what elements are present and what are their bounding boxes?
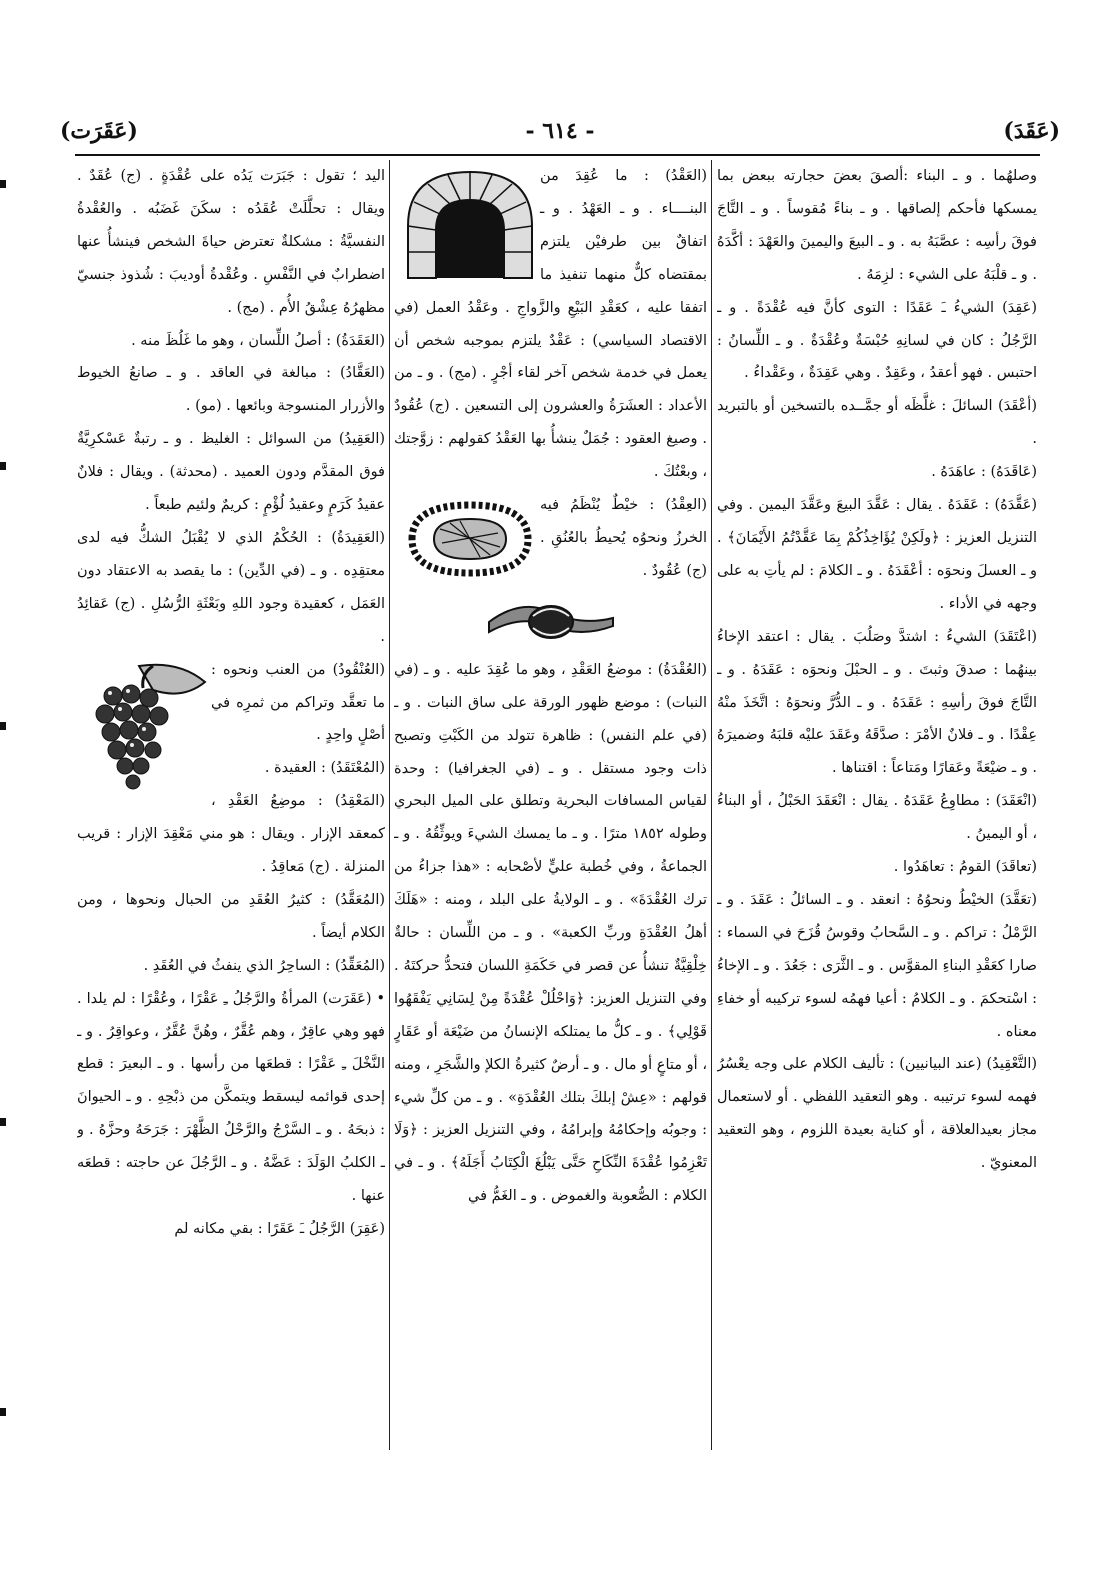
entry-paragraph: (عَقِدَ) الشيءُ ـَ عَقَدًا : التوى كأنَّ فيه عُقْدَةً . و ـ الرَّجُلُ : كان في لسانِهِ حُبْسَةٌ وعُقْدَةٌ . و ـ اللِّسانُ : احتبس . فهو أعقدُ ، وعَقِدٌ . وهي عَقِدَةٌ ، وعَقْداءُ . (717, 299, 1037, 382)
entry-paragraph: (العَقْدُ) : ما عُقِدَ من البنــــاء . و ـ العَهْدُ . و ـ اتفاقٌ بين طرفيْن يلتزم بمقتضاه كلٌّ منهما تنفيذ ما اتفقا عليه ، كعَقْدِ البَيْعِ والزَّواجِ . وعَقْدُ العمل (في الاقتصاد السياسي) : عَقْدٌ يلتزم بموجبه شخص أن يعمل في خدمة شخص آخر لقاء أجْرٍ . (مج) . و ـ من الأعداد : العشَرَةُ والعشرون إلى التسعين . (ج) عُقُودٌ . وصيغ العقود : جُمَلٌ ينشأُ بها العَقْدُ كقولهم : زوَّجتك ، وبعْتُكَ . (394, 168, 707, 481)
entry-paragraph: (المَعْقِدُ) : موضِعُ العَقْدِ ، كمعقد الإزار . ويقال : هو مني مَعْقِدَ الإزار : قريب المنزلة . (ج) مَعاقِدُ . (77, 793, 385, 876)
column-left (77, 160, 385, 1450)
entry-paragraph: (عَقَّدَهُ) : عَقَدَهُ . يقال : عَقَّدَ البيعَ وعَقَّدَ اليمين . وفي التنزيل العزيز : ﴿ولَكِنْ يُؤَاخِذُكُمْ بِمَا عَقَّدْتُمُ الأَيْمَانَ﴾ . و ـ العسلَ ونحوَه : أعْقَدَهُ . و ـ الكلامَ : لم يأتِ به على وجهه في الأداء . (717, 497, 1037, 612)
entry-paragraph: (العُقْدَةُ) : موضعُ العَقْدِ ، وهو ما عُقِدَ عليه . و ـ (في النبات) : موضع ظهور الورقة على ساق النبات . و ـ (في علم النفس) : ظاهرة تتولد من الكَبْتِ وتصبح ذات وجود مستقل . و ـ (في الجغرافيا) : وحدة لقياس المسافات البحرية وتطلق على الميل البحري وطوله ١٨٥٢ مترًا . و ـ ما يمسك الشيءَ ويوثِّقُهُ . و ـ الجماعةُ ، وفي خُطبة عليٍّ لأصْحابه : «هذا جزاءُ من ترك العُقْدَةَ» . و ـ الولايةُ على البلد ، ومنه : «هَلَكَ أهلُ العُقْدَةِ وربِّ الكعبة» . و ـ من اللِّسان : حالةٌ خِلْقِيَّةٌ تنشأُ عن قصر في حَكَمَةِ اللسان فتحدُّ حركتَهُ . وفي التنزيل العزيز: ﴿وَاحْلُلْ عُقْدَةً مِنْ لِسَانِي يَفْقَهُوا قَوْلِي﴾ . و ـ كلُّ ما يمتلكه الإنسانُ من ضَيْعَة أو عَقَارٍ ، أو متاعٍ أو مال . و ـ أرضٌ كثيرةُ الكلإ والشَّجَرِ ، ومنه قولهم : «عِشْ إبلكَ بتلك العُقْدَةِ» . و ـ من كلِّ شيء : وجوبُه وإحكامُهُ وإبرامُهُ ، وفي التنزيل العزيز : ﴿وَلَا تَعْزِمُوا عُقْدَةَ النِّكَاحِ حَتَّى يَبْلُغَ الْكِتَابُ أَجَلَهُ﴾ . و ـ في الكلام : الصُّعوبة والغموض . و ـ الغَمُّ في (394, 661, 707, 1205)
entry-paragraph: (العُنْقُودُ) من العنب ونحوه : ما تعقَّد وتراكم من ثمرِه في أصْلٍ واحِدٍ . (211, 661, 385, 744)
grape-cluster-illustration (83, 660, 211, 796)
entry-paragraph: اليد ؛ تقول : جَبَرَت يَدُه على عُقْدَةٍ . (ج) عُقَدٌ . ويقال : تحلَّلَتْ عُقَدُه : سكَنَ غَضَبُه . والعُقْدةُ النفسيَّةُ : مشكلةٌ تعترض حياةَ الشخص فينشأُ عنها اضطرابٌ في النَّفْسِ . وعُقْدةُ أوديبَ : شُذوذ جنسيّ مظهرُهُ عِشْقُ الأُم . (مج) . (77, 168, 385, 316)
column-divider (711, 160, 712, 1450)
entry-paragraph: (تعَقَّدَ) الخيْطُ ونحوُهُ : انعقد . و ـ السائلُ : عَقَدَ . و ـ الرَّمْلُ : تراكم . و ـ السَّحابُ وقوسُ قُزَحَ في السماء : صارا كعَقْدِ البناءِ المقوَّس . و ـ الثَّرَى : جَعُدَ . و ـ الإخاءُ : اسْتحكمَ . و ـ الكلامُ : أعيا فهمُه لسوء تركيبه أو خفاءِ معناه . (717, 891, 1037, 1040)
entry-paragraph: (انْعَقَدَ) : مطاوِعُ عَقَدَهُ . يقال : انْعَقَدَ الحَبْلُ ، أو البناءُ ، أو اليمينُ . (717, 793, 1037, 843)
header-left-keyword: (عَقَرَت) (60, 118, 138, 144)
scan-edge-mark (0, 1118, 6, 1126)
entry-paragraph: (المُعَقِّدُ) : الساحِرُ الذي ينفثُ في العُقَدِ . (143, 957, 385, 974)
entry-paragraph: (أعْقَدَ) السائلَ : غلَّظَه أو جمَّــده بالتسخين أو بالتبريد . (717, 398, 1037, 448)
page-number: - ٦١٤ - (525, 118, 595, 144)
entry-paragraph: (العَقَّادُ) : مبالغة في العاقد . و ـ صانعُ الخيوط والأزرار المنسوجة وبائعها . (مو) . (77, 365, 385, 415)
column-right (717, 160, 1037, 1450)
scan-edge-mark (0, 1408, 6, 1416)
scan-edge-mark (0, 722, 6, 730)
header-right-keyword: (عَقَدَ) (1003, 118, 1060, 144)
entry-paragraph: (العَقَدَةُ) : أصلُ اللِّسان ، وهو ما غَلُظَ منه . (131, 332, 385, 349)
scan-edge-mark (0, 180, 6, 188)
knot-illustration (481, 592, 621, 652)
entry-paragraph: (عَقِرَ) الرَّجُلُ ـَ عَقَرًا : بقي مكانه لم (174, 1221, 385, 1237)
column-divider (389, 160, 390, 1450)
entry-paragraph: (عَاقَدَهُ) : عاهَدَهُ . (931, 464, 1037, 481)
entry-paragraph: (العِقْدُ) : خيْطٌ يُنْظَمُ فيه الخرزُ ونحوُه يُحيطُ بالعُنُقِ . (ج) عُقُودٌ . (540, 497, 707, 579)
entry-paragraph: (العَقِيدَةُ) : الحُكْمُ الذي لا يُقْبَلُ الشكُّ فيه لدى معتقِدِه . و ـ (في الدِّين) : ما يقصد به الاعتقاد دون العَمَل ، كعقيدة وجود اللهِ وبَعْثَةِ الرُّسُلِ . (ج) عَقائِدُ . (77, 529, 385, 645)
entry-paragraph: (المُعْتَقَدُ) : العقيدة . (264, 760, 385, 777)
entry-paragraph: • (عَقَرَت) المرأةُ والرَّجُلُ ـِ عَقْرًا ، وعُقْرًا : لم يلدا . فهو وهي عاقِرٌ ، وهم عُقَّرٌ ، وهُنَّ عُقَّرٌ ، وعواقِرُ . و ـ النَّخْلَ ـِ عَقْرًا : قطعَها من رأسها . و ـ البعيرَ : قطع إحدى قوائمه ليسقط ويتمكَّن من ذبْحِهِ . و ـ الحيوانَ : ذبحَهُ . و ـ السَّرْجُ والرَّحْلُ الظَّهْرَ : جَرَحَهُ وحزَّهُ . و ـ الكلبُ الوَلَدَ : عَضَّهُ . و ـ الرَّجُلَ عن حاجته : قطعَه عنها . (77, 990, 385, 1205)
entry-paragraph: (اعْتَقَدَ) الشيءُ : اشتدَّ وصَلُبَ . يقال : اعتقد الإخاءُ بينهُما : صدقَ وثبتَ . و ـ الحبْلَ ونحوَه : عَقَدَهُ . و ـ التَّاجَ فوقَ رأسِهِ : عَقَدَهُ . و ـ الدُّرَّ ونحوَهُ : اتَّخَذَ منْهُ عِقْدًا . و ـ فلانٌ الأمْرَ : صدَّقَهُ وعَقَدَ عليْه قلبَهُ وضميرَهُ . و ـ ضيْعَةً وعَقارًا ومَتاعاً : اقتناها . (717, 628, 1037, 777)
column-middle (394, 160, 707, 1450)
entry-paragraph: (العَقِيدُ) من السوائل : الغليظ . و ـ رتبةٌ عَسْكرِيَّةٌ فوق المقدَّم ودون العميد . (محدثة) . ويقال : فلانٌ عقيدُ كَرَمٍ وعقيدُ لُؤْمٍ : كريمٌ ولئيم طبعاً . (77, 431, 385, 514)
entry-paragraph: (التَّعْقِيدُ) (عند البيانيين) : تأليف الكلام على وجه يعْسُرُ فهمه لسوء ترتيبه . وهو التعقيد اللفظي . أو لاستعمال مجاز بعيدالعلاقة ، أو كناية بعيدة اللزوم ، وهو التعقيد المعنويّ . (717, 1056, 1037, 1172)
necklace-illustration (400, 495, 540, 583)
page-header (60, 118, 1060, 158)
entry-paragraph: (تعاقَدَ) القومُ : تعاهَدُوا . (893, 859, 1037, 876)
header-rule (75, 154, 1040, 156)
entry-paragraph: وصلهُما . و ـ البناء :ألصقَ بعضَ حجارته ببعض بما يمسكها فأحكم إلصاقها . و ـ بناءً مُقوساً . و ـ التَّاجَ فوقَ رأسِه : عصَّبَهُ به . و ـ البيعَ واليمينَ والعَهْدَ : أكَّدَهُ . و ـ قلْبَهُ على الشيء : لزِمَهُ . (717, 168, 1037, 283)
arch-illustration (400, 166, 540, 284)
scan-edge-mark (0, 462, 6, 470)
entry-paragraph: (المُعَقَّدُ) : كثيرُ العُقَدِ من الحبال ونحوها ، ومن الكلام أيضاً . (77, 891, 385, 941)
